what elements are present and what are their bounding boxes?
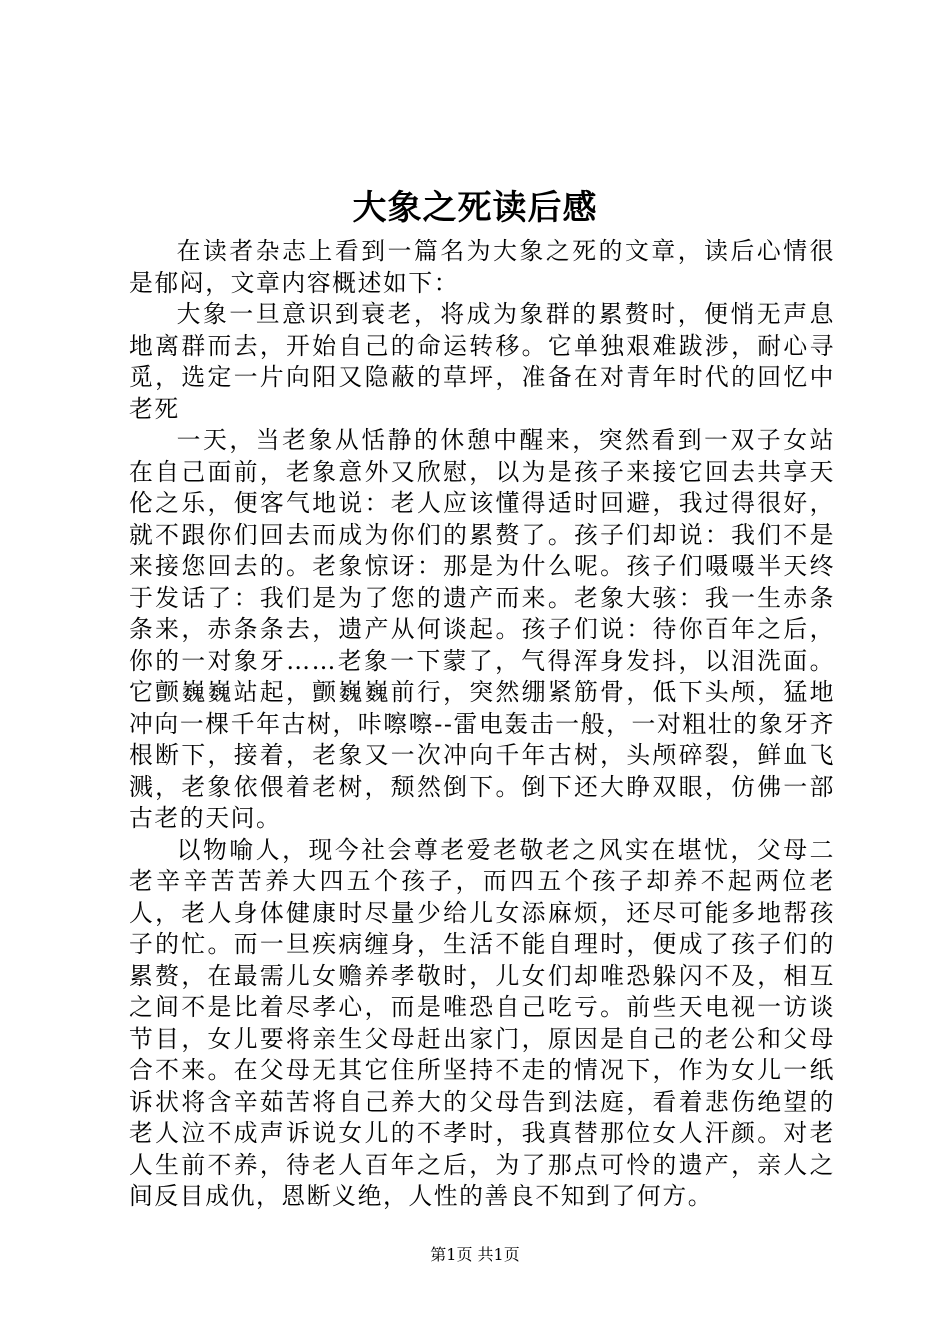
paragraph-elephant-leaves: 大象一旦意识到衰老，将成为象群的累赘时，便悄无声息地离群而去，开始自己的命运转移。它单独艰难跋涉，耐心寻觅，选定一片向阳又隐蔽的草坪，准备在对青年时代的回忆中老死 <box>129 300 835 423</box>
paragraph-children-visit: 一天，当老象从恬静的休憩中醒来，突然看到一双子女站在自己面前，老象意外又欣慰，以为是孩子来接它回去共享天伦之乐，便客气地说：老人应该懂得适时回避，我过得很好，就不跟你们回去而成为你们的累赘了。孩子们却说：我们不是来接您回去的。老象惊讶：那是为什么呢。孩子们嗫嗫半天终于发话了：我们是为了您的遗产而来。老象大骇：我一生赤条条来，赤条条去，遗产从何谈起。孩子们说：待你百年之后，你的一对象牙……老象一下蒙了，气得浑身发抖，以泪洗面。它颤巍巍站起，颤巍巍前行，突然绷紧筋骨，低下头颅，猛地冲向一棵千年古树，咔嚓嚓--雷电轰击一般，一对粗壮的象牙齐根断下，接着，老象又一次冲向千年古树，头颅碎裂，鲜血飞溅，老象依偎着老树，颓然倒下。倒下还大睁双眼，仿佛一部古老的天问。 <box>129 426 835 832</box>
document-title: 大象之死读后感 <box>352 188 598 228</box>
document-body <box>129 236 835 1213</box>
paragraph-intro: 在读者杂志上看到一篇名为大象之死的文章，读后心情很是郁闷，文章内容概述如下： <box>129 237 835 297</box>
paragraph-reflection: 以物喻人，现今社会尊老爱老敬老之风实在堪忧，父母二老辛辛苦苦养大四五个孩子，而四五个孩子却养不起两位老人，老人身体健康时尽量少给儿女添麻烦，还尽可能多地帮孩子的忙。而一旦疾病缠身，生活不能自理时，便成了孩子们的累赘，在最需儿女赡养孝敬时，儿女们却唯恐躲闪不及，相互之间不是比着尽孝心，而是唯恐自己吃亏。前些天电视一访谈节目，女儿要将亲生父母赶出家门，原因是自己的老公和父母合不来。在父母无其它住所坚持不走的情况下，作为女儿一纸诉状将含辛茹苦将自己养大的父母告到法庭，看着悲伤绝望的老人泣不成声诉说女儿的不孝时，我真替那位女人汗颜。对老人生前不养，待老人百年之后，为了那点可怜的遗产，亲人之间反目成仇，恩断义绝，人性的善良不知到了何方。 <box>129 835 835 1210</box>
page-footer: 第1页 共1页 <box>430 1245 520 1264</box>
